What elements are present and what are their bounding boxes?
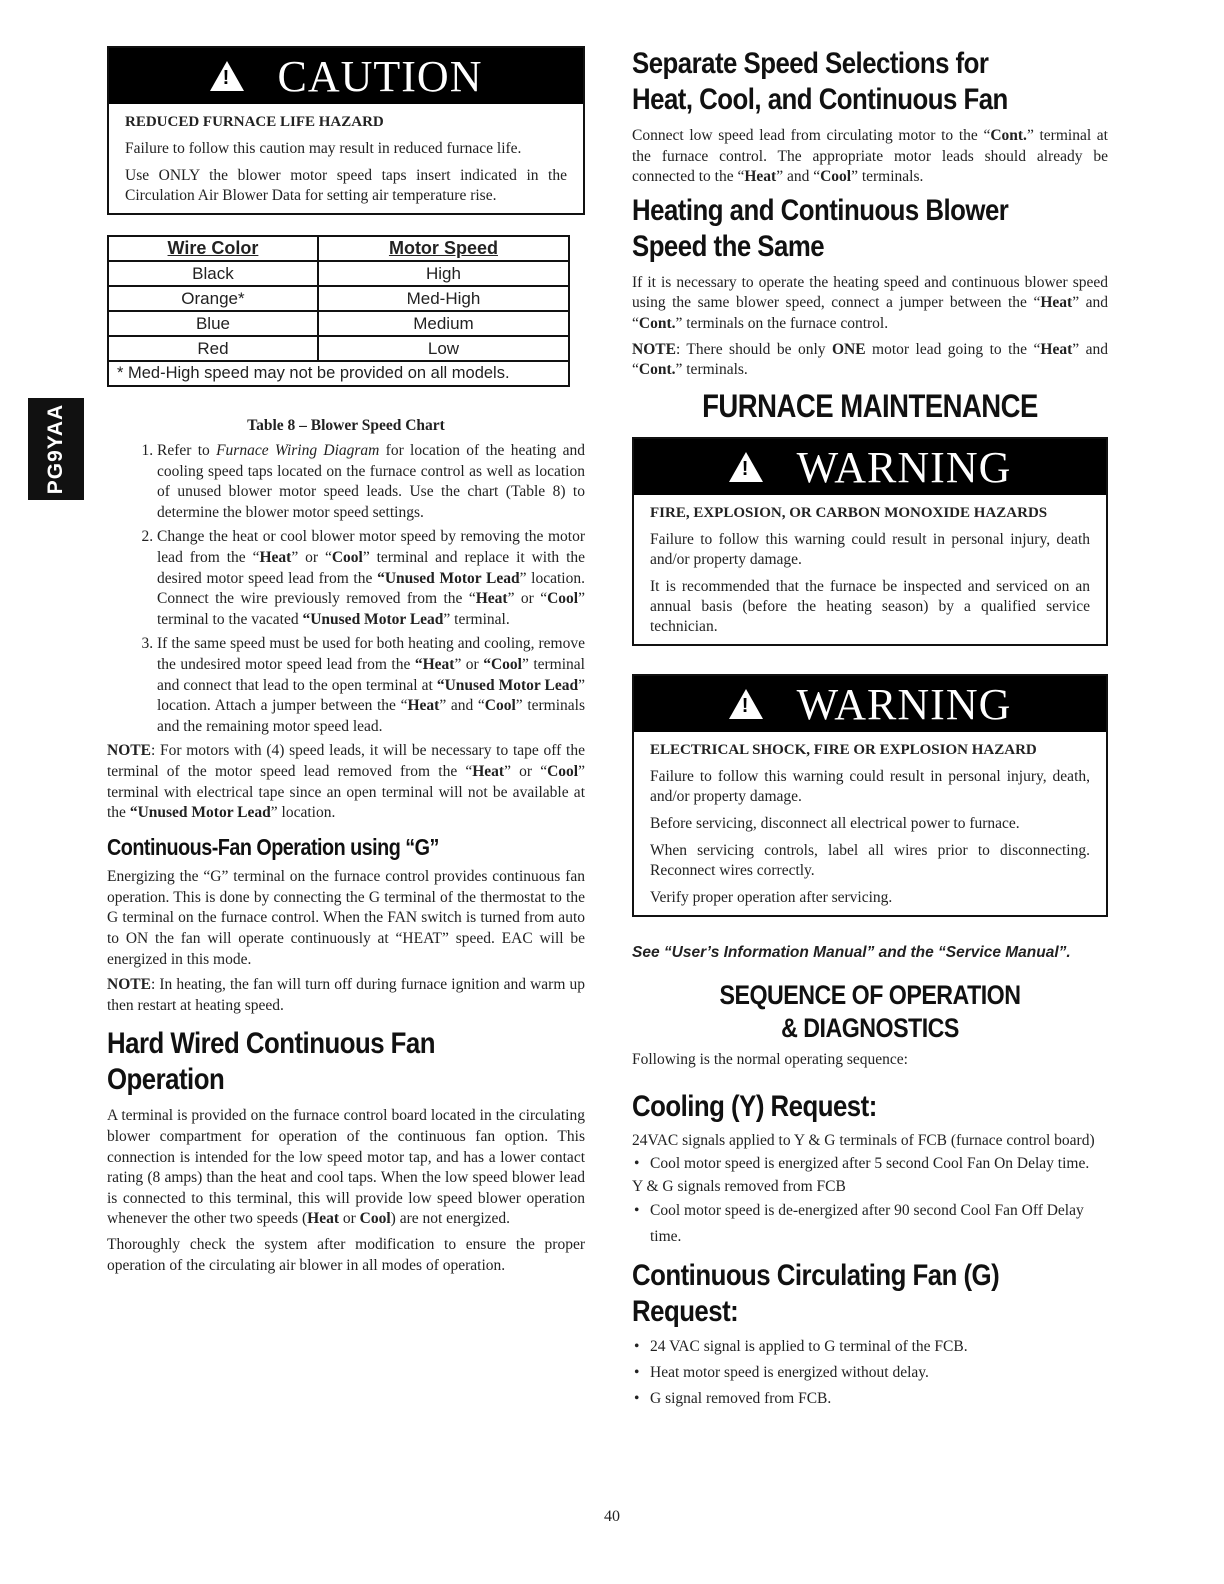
caution-text-2: Use ONLY the blower motor speed taps insert indicated in the Circulation Air Blower Data for setting air temperature rise. (125, 167, 567, 204)
warning-box-1 (632, 437, 1108, 646)
heating-same-note: NOTE: There should be only ONE motor lead going to the “Heat” and “Cont.” terminals. (632, 340, 1108, 379)
cooling-text-1: 24VAC signals applied to Y & G terminals of FCB (furnace control board) (632, 1131, 1095, 1149)
caution-heading: CAUTION (277, 51, 483, 101)
step-1: 1. Refer to Furnace Wiring Diagram for location of the heating and cooling speed taps located on the furnace control as well as location of unused blower motor speed leads. Use the chart (Table 8) to determine the blower motor speed settings. (157, 441, 585, 523)
warning-2-text-4: Verify proper operation after servicing. (650, 889, 893, 907)
step-2: 2. Change the heat or cool blower motor speed by removing the motor lead from the “Heat” or “Cool” terminal and replace it with the desired motor speed lead from the “Unused Motor Lead” location. Connect the wire previously removed from the “Heat” or “Cool” terminal to the vacated “Unused Motor Lead” terminal. (157, 527, 585, 630)
table-cell: Med-High (318, 286, 569, 311)
table-row (108, 261, 569, 286)
warning-2-text-2: Before servicing, disconnect all electrical power to furnace. (650, 815, 1020, 833)
list-item: • 24 VAC signal is applied to G terminal of the FCB. (632, 1334, 1108, 1360)
table-cell: Medium (318, 311, 569, 336)
list-item: • G signal removed from FCB. (632, 1386, 1108, 1412)
sequence-intro: Following is the normal operating sequence: (632, 1050, 908, 1068)
table-header-wire-color: Wire Color (108, 236, 318, 261)
warning-heading-1: WARNING (796, 442, 1012, 492)
cooling-list-1 (632, 1151, 1108, 1177)
table-cell: Low (318, 336, 569, 361)
right-column (632, 46, 1108, 1412)
warning-2-text-3: When servicing controls, label all wires prior to disconnecting. Reconnect wires correctly. (650, 842, 1090, 880)
cooling-list-2 (632, 1198, 1108, 1250)
table-header-motor-speed: Motor Speed (318, 236, 569, 261)
warning-1-text-2: It is recommended that the furnace be inspected and serviced on an annual basis (before the heating season) by a qualified service technician. (650, 578, 1090, 636)
heating-same-text: If it is necessary to operate the heating speed and continuous blower speed using the same blower speed, connect a jumper between the “Heat” and “Cont.” terminals on the furnace control. (632, 273, 1108, 332)
cooling-heading: Cooling (Y) Request: (632, 1089, 877, 1123)
table-row (108, 311, 569, 336)
table-footnote: * Med-High speed may not be provided on all models. (108, 361, 569, 386)
heating-same-heading: Heating and Continuous Blower Speed the Same (632, 193, 1009, 263)
warning-triangle-icon (729, 689, 763, 719)
hard-wired-text-2: Thoroughly check the system after modification to ensure the proper operation of the circulating air blower in all modes of operation. (107, 1236, 585, 1274)
separate-speed-heading: Separate Speed Selections for Heat, Cool, and Continuous Fan (632, 47, 1008, 116)
see-manual-note: See “User’s Information Manual” and the “Service Manual”. (632, 944, 1071, 962)
circulating-heading: Continuous Circulating Fan (G) Request: (632, 1258, 1000, 1328)
warning-triangle-icon (729, 452, 763, 482)
cooling-text-2: Y & G signals removed from FCB (632, 1178, 846, 1196)
caution-box (107, 46, 585, 215)
circulating-list (632, 1334, 1108, 1412)
table-row (108, 286, 569, 311)
list-item: • Cool motor speed is energized after 5 second Cool Fan On Delay time. (632, 1151, 1108, 1177)
warning-header-2 (634, 676, 1106, 732)
continuous-fan-text: Energizing the “G” terminal on the furnace control provides continuous fan operation. This is done by connecting the G terminal of the thermostat to the G terminal on the furnace control. When the FAN switch is turned from auto to ON the fan will operate continuously at “HEAT” speed. EAC will be energized in this mode. (107, 868, 585, 968)
table-footnote-row (108, 361, 569, 386)
warning-box-2 (632, 674, 1108, 917)
blower-speed-table (107, 235, 570, 387)
table-row (108, 336, 569, 361)
warning-heading-2: WARNING (796, 679, 1012, 729)
warning-triangle-icon (210, 61, 244, 91)
step-3: 3. If the same speed must be used for both heating and cooling, remove the undesired motor speed lead from the “Heat” or “Cool” terminal and connect that lead to the open terminal at “Unused Motor Lead” location. Attach a jumper between the “Heat” and “Cool” terminals and the remaining motor speed lead. (157, 634, 585, 737)
table-cell: Orange* (108, 286, 318, 311)
continuous-fan-note: NOTE: In heating, the fan will turn off during furnace ignition and warm up then restart at heating speed. (107, 976, 585, 1014)
left-column (107, 46, 585, 1281)
warning-1-hazard: FIRE, EXPLOSION, OR CARBON MONOXIDE HAZARDS (650, 505, 1048, 522)
hard-wired-heading: Hard Wired Continuous Fan Operation (107, 1027, 435, 1097)
maintenance-heading: FURNACE MAINTENANCE (702, 387, 1038, 424)
caution-header (109, 48, 583, 104)
sequence-heading-line-1: SEQUENCE OF OPERATION (719, 980, 1021, 1011)
hard-wired-text-1: A terminal is provided on the furnace control board located in the circulating blower compartment for operation of the continuous fan option. This connection is intended for the low speed motor tap, and has a lower contact rating (8 amps) than the heat and cool taps. When the low speed blower lead is connected to this terminal, this will provide low speed blower operation whenever the other two speeds (Heat or Cool) are not energized. (107, 1107, 585, 1228)
warning-header-1 (634, 439, 1106, 495)
side-tab-label: PG9YAA (44, 403, 67, 495)
side-tab (28, 398, 84, 500)
sequence-heading-line-2: & DIAGNOSTICS (781, 1012, 959, 1043)
caution-text-1: Failure to follow this caution may result in reduced furnace life. (125, 140, 522, 157)
caution-hazard: REDUCED FURNACE LIFE HAZARD (125, 114, 384, 130)
separate-speed-text: Connect low speed lead from circulating motor to the “Cont.” terminal at the furnace control. The appropriate motor leads should already be connected to the “Heat” and “Cool” terminals. (632, 127, 1108, 186)
table-cell: Black (108, 261, 318, 286)
note-motors: NOTE: For motors with (4) speed leads, it will be necessary to tape off the terminal of the motor speed lead removed from the “Heat” or “Cool” terminal with electrical tape since an open terminal will not be available at the “Unused Motor Lead” location. (107, 742, 585, 822)
page-number: 40 (604, 1508, 620, 1525)
table-cell: Blue (108, 311, 318, 336)
table-cell: Red (108, 336, 318, 361)
continuous-fan-heading: Continuous-Fan Operation using “G” (107, 833, 439, 860)
warning-2-text-1: Failure to follow this warning could result in personal injury, death, and/or property damage. (650, 768, 1090, 806)
warning-2-hazard: ELECTRICAL SHOCK, FIRE OR EXPLOSION HAZARD (650, 742, 1037, 759)
list-item: • Cool motor speed is de-energized after 90 second Cool Fan Off Delay time. (632, 1198, 1108, 1250)
steps-list (107, 441, 585, 737)
table-cell: High (318, 261, 569, 286)
table-caption: Table 8 – Blower Speed Chart (247, 417, 445, 434)
warning-1-text-1: Failure to follow this warning could result in personal injury, death and/or property damage. (650, 531, 1090, 569)
list-item: • Heat motor speed is energized without delay. (632, 1360, 1108, 1386)
